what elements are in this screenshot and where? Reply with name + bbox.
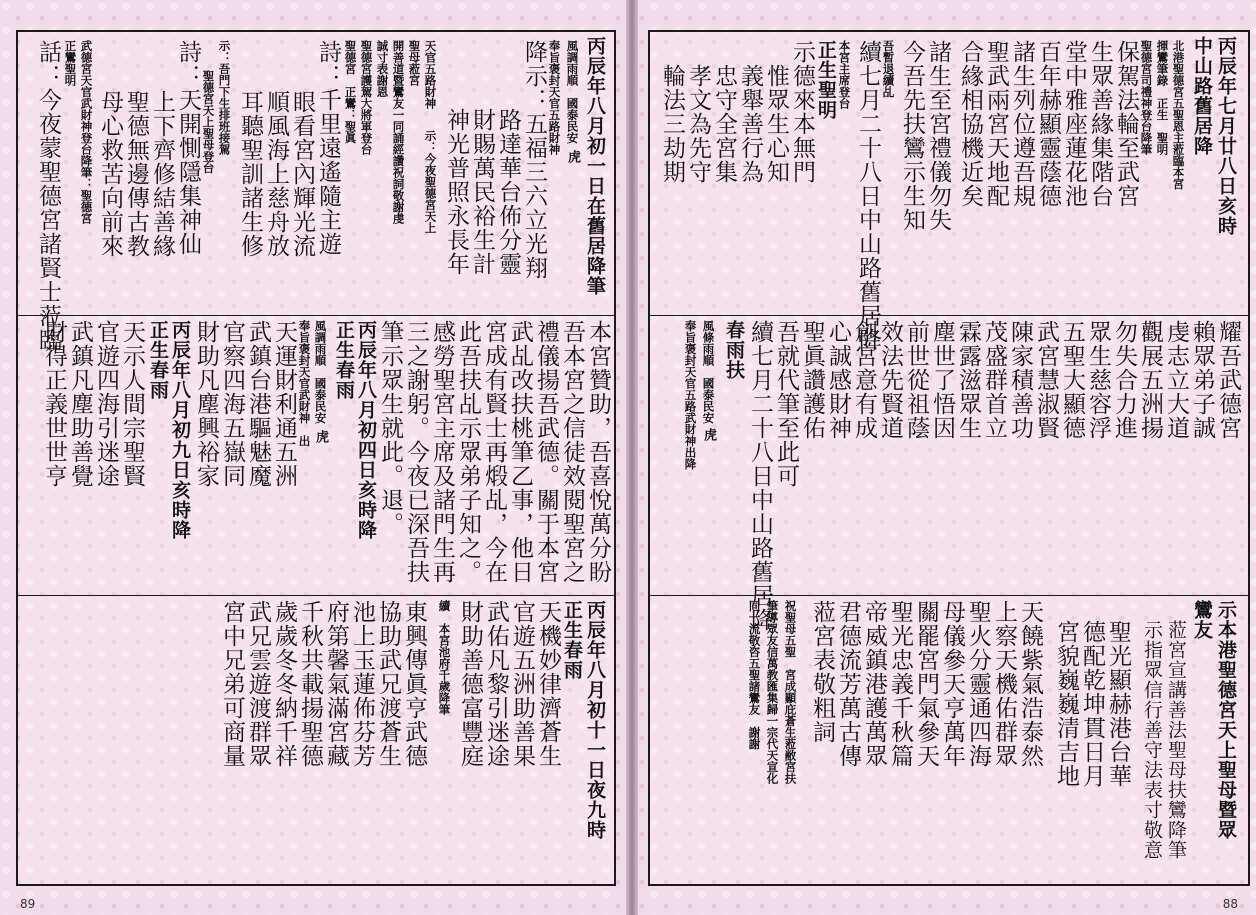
verse-line: 百年赫顯靈蔭德 xyxy=(1035,40,1061,208)
verse-line: 虔志立大道 xyxy=(1163,320,1189,440)
verse-line: 塵世了悟因 xyxy=(929,320,955,440)
notice-line: 聖母蒞宮 xyxy=(407,40,422,86)
verse-line: 財得正義世世亨 xyxy=(41,320,67,488)
verse-line: 德配乾坤貫日月 xyxy=(1079,620,1105,788)
notice-line: 示：今夜聖德宮天上 xyxy=(423,130,438,234)
verse-line: 效法先賢道 xyxy=(877,320,903,440)
verse-line: 官遊四海引迷途 xyxy=(93,320,119,488)
verse-line: 神光普照永長年 xyxy=(443,108,469,276)
verse-line: 天機妙律濟蒼生 xyxy=(535,600,561,768)
verse-line: 聖德無邊傳古教 xyxy=(123,90,149,258)
verse-line: 天饒紫氣浩泰然 xyxy=(1017,600,1043,768)
verse-line: 示德來本無門 xyxy=(789,40,815,184)
verse-line: 合緣相協機近矣 xyxy=(957,40,983,208)
verse-line: 聖眞讚護佑 xyxy=(799,320,825,440)
verse-line: 宮中兄弟可商量 xyxy=(219,600,245,768)
notice-heading: 鸞友 xyxy=(1191,600,1213,640)
section-divider xyxy=(18,315,614,316)
tiger-mark: 虎 xyxy=(313,430,328,444)
motto: 風條雨順 國泰民安 xyxy=(701,320,716,424)
verse-line: 蒞宮表敬粗詞 xyxy=(809,600,835,744)
scribe-heading: 正生春雨 xyxy=(147,320,169,400)
verse-line: 今吾先扶鸞示生知 xyxy=(899,40,925,232)
verse-line: 眼看宮內輝光流 xyxy=(289,90,315,258)
verse-line: 府第馨氣滿宮藏 xyxy=(323,600,349,768)
continuation-note: 續 本宮池府千歲降筆 xyxy=(437,600,452,715)
verse-line: 心誠感財神 xyxy=(825,320,851,440)
notice-line: 正鸞聖明 xyxy=(63,40,78,86)
verse-line: 財助善德富豐庭 xyxy=(457,600,483,768)
verse-line: 池上玉蓮佈芬芳 xyxy=(349,600,375,768)
tiger-mark: 虎 xyxy=(565,150,580,164)
verse-line: 詩：千里遠遙隨主遊 xyxy=(315,40,341,256)
date-heading: 丙辰年七月廿八日亥時 xyxy=(1215,36,1237,236)
verse-line: 陳家積善功 xyxy=(1007,320,1033,440)
page-number: 89 xyxy=(20,897,36,911)
notice-line: 誠寸表謝恩 xyxy=(375,40,390,98)
verse-line: 觀展五洲揚 xyxy=(1137,320,1163,440)
verse-line: 上下齊修結善緣 xyxy=(149,90,175,258)
tiger-mark: 虎 xyxy=(701,428,716,442)
continuation-heading: 續七月二十八日中山路舊居降 xyxy=(855,40,881,352)
verse-line: 武鎮凡塵助善覺 xyxy=(67,320,93,488)
continuation-heading: 續七月二十八日中山路舊居降 xyxy=(747,320,773,632)
notice-line: 武德宮天官武財神登台降筆：聖德宮 xyxy=(79,40,94,224)
verse-line: 眾生慈容浮 xyxy=(1085,320,1111,440)
verse-line: 賴眾弟子誠 xyxy=(1189,320,1215,440)
verse-line: 勿失合力進 xyxy=(1111,320,1137,440)
date-heading: 丙辰年八月初十一日夜九時 xyxy=(584,600,606,840)
verse-line: 創宮意有成 xyxy=(851,320,877,440)
date-heading: 丙辰年八月初九日亥時降 xyxy=(169,320,191,540)
verse-line: 財助凡塵興裕家 xyxy=(193,320,219,488)
verse-line: 耳聽聖訓諸生修 xyxy=(237,90,263,258)
verse-line: 生眾善緣集階台 xyxy=(1087,40,1113,208)
section-divider xyxy=(650,595,1248,596)
notice-line: 聖德宮天上聖母登台 xyxy=(201,70,216,174)
verse-line: 宮貌巍巍清吉地 xyxy=(1053,620,1079,788)
verse-line: 順風海上慈舟放 xyxy=(263,90,289,258)
dedication-line: 筆導眾友信萬教匯集歸一宗代天宣化 xyxy=(765,600,780,784)
verse-line: 武鎮台港驅魅魔 xyxy=(245,320,271,488)
prose-line: 禮儀揚吾武德。關于本宮 xyxy=(533,320,559,584)
verse-line: 聖光顯赫港台華 xyxy=(1105,620,1131,788)
notice-line: 本宮主席登台 xyxy=(837,40,852,109)
verse-line: 千秋共載揚聖德 xyxy=(297,600,323,768)
motto: 風調雨順 國泰民安 xyxy=(565,40,580,144)
scribe-heading: 正生聖明 xyxy=(815,40,837,120)
verse-line: 上察天機佑群眾 xyxy=(991,600,1017,768)
motto: 風調雨順 國泰民安 xyxy=(313,320,328,424)
verse-line: 諸生列位遵吾規 xyxy=(1009,40,1035,208)
notice-heading: 示本港聖德宮天上聖母暨眾 xyxy=(1215,600,1237,840)
verse-line: 歲歲冬冬納千祥 xyxy=(271,600,297,768)
verse-line: 孝文為先守 xyxy=(685,64,711,184)
prose-line: 本宮贊助，吾喜悅萬分盼 xyxy=(585,320,611,584)
verse-line: 聖光忠義千秋篇 xyxy=(887,600,913,768)
scribe-heading: 正生春雨 xyxy=(333,320,355,400)
verse-line: 財賜萬民裕生計 xyxy=(469,108,495,276)
verse-line: 官遊五洲助善果 xyxy=(509,600,535,768)
date-heading: 丙辰年八月初四日亥時降 xyxy=(355,320,377,540)
prose-line: 武乩改扶桃筆乙事，他日 xyxy=(507,320,533,584)
decree-line: 奉旨褒封天官五路財神 xyxy=(547,40,562,155)
verse-line: 天示人間宗聖賢 xyxy=(119,320,145,488)
verse-line: 母心救苦向前來 xyxy=(97,90,123,258)
verse-line: 輪法三劫期 xyxy=(659,64,685,184)
verse-line: 官察四海五嶽同 xyxy=(219,320,245,488)
verse-line: 武兄雲遊渡群眾 xyxy=(245,600,271,768)
dedication-line: 祝聖母五聖 宮成顯庇蒼生蒞敝宮扶 xyxy=(783,600,798,784)
notice-line: 北港聖德宮五聖恩主蒞臨本宮 xyxy=(1171,40,1186,190)
verse-line: 東興傳眞亨武德 xyxy=(401,600,427,768)
verse-line: 堂中雅座蓮花池 xyxy=(1061,40,1087,208)
page-88 xyxy=(636,0,1256,915)
scribe-heading: 春雨扶 xyxy=(723,320,745,380)
verse-line: 霖露滋眾生 xyxy=(955,320,981,440)
notice-line: 揮鸞筆錄 正生 聖明 xyxy=(1155,40,1170,155)
prose-line: 感勞聖宮主席及諸門生再 xyxy=(429,320,455,584)
notice-line: 聖德宮護駕大將軍登台 xyxy=(359,40,374,155)
notice-line: 聖德宮 正鸞：聖眞 xyxy=(343,40,358,144)
verse-line: 吾就代筆至此可 xyxy=(773,320,799,488)
prose-line: 宮成有賢士再煅乩，今在 xyxy=(481,320,507,584)
notice-line: 聖德宮司禮神登台降筆 xyxy=(1139,40,1154,155)
dedication-line: 同一流敬咨五聖諸鸞友 謝謝 xyxy=(747,600,762,750)
section-divider xyxy=(650,315,1248,316)
prose-line: 三之謝躬。今夜已深吾扶 xyxy=(403,320,429,584)
decree-line: 奉旨褒封天官武財神 出 xyxy=(297,320,312,447)
verse-line: 路達華台佈分靈 xyxy=(495,108,521,276)
place-heading: 中山路舊居降 xyxy=(1191,36,1213,156)
prose-line: 吾本宮之信徒效閱聖宮之 xyxy=(559,320,585,584)
verse-line: 武佑凡黎引迷途 xyxy=(483,600,509,768)
verse-line: 關罷宮門氣參天 xyxy=(913,600,939,768)
verse-line: 五聖大顯德 xyxy=(1059,320,1085,440)
verse-line: 忠守全宮集 xyxy=(711,64,737,184)
verse-line: 聖武兩宮天地配 xyxy=(983,40,1009,208)
page-number: 88 xyxy=(1222,897,1238,911)
verse-line: 聖火分靈通四海 xyxy=(965,600,991,768)
notice-line: 吾暫退續乩 xyxy=(881,40,896,98)
prose-line: 筆示眾生就此。退。 xyxy=(377,320,403,536)
verse-line: 前世從祖蔭 xyxy=(903,320,929,440)
verse-line: 惟眾生心知 xyxy=(763,64,789,184)
notice-line: 示：吾門下生排班接駕 xyxy=(217,40,232,155)
verse-line: 君德流芳萬古傳 xyxy=(835,600,861,768)
scribe-heading: 正生春雨 xyxy=(561,600,583,680)
notice-line: 示指眾信行善守法表寸敬意 xyxy=(1141,620,1163,860)
verse-line: 茂盛群首立 xyxy=(981,320,1007,440)
date-heading: 丙辰年八月初一日在舊居降筆 xyxy=(584,36,606,296)
prose-line: 此吾扶乩示眾弟子知之。 xyxy=(455,320,481,584)
verse-line: 詩：天開惻隱集神仙 xyxy=(175,40,201,256)
verse-line: 耀吾武德宮 xyxy=(1215,320,1241,440)
verse-line: 協助武兄渡蒼生 xyxy=(375,600,401,768)
verse-line: 降示：五福三六立光翔 xyxy=(521,40,547,280)
notice-line: 開善道暨鸞友一同誦經讚祝詞敬謝虔 xyxy=(391,40,406,224)
verse-line: 母儀參天亨萬年 xyxy=(939,600,965,768)
section-divider xyxy=(18,595,614,596)
decree-line: 奉旨褒封天官五路武財神出降 xyxy=(683,320,698,470)
verse-line: 天運財利通五洲 xyxy=(271,320,297,488)
verse-line: 諸生至宮禮儀勿失 xyxy=(925,40,951,232)
verse-line: 武宮慧淑賢 xyxy=(1033,320,1059,440)
verse-line: 話：今夜蒙聖德宮諸賢士蒞臨 xyxy=(35,40,61,352)
notice-line: 蒞宮宣講善法聖母扶鸞降筆 xyxy=(1165,620,1187,860)
notice-line: 天官五路財神 xyxy=(423,40,438,109)
verse-line: 帝威鎮港護萬眾 xyxy=(861,600,887,768)
verse-line: 保駕法輪至武宮 xyxy=(1113,40,1139,208)
verse-line: 義舉善行為 xyxy=(737,64,763,184)
